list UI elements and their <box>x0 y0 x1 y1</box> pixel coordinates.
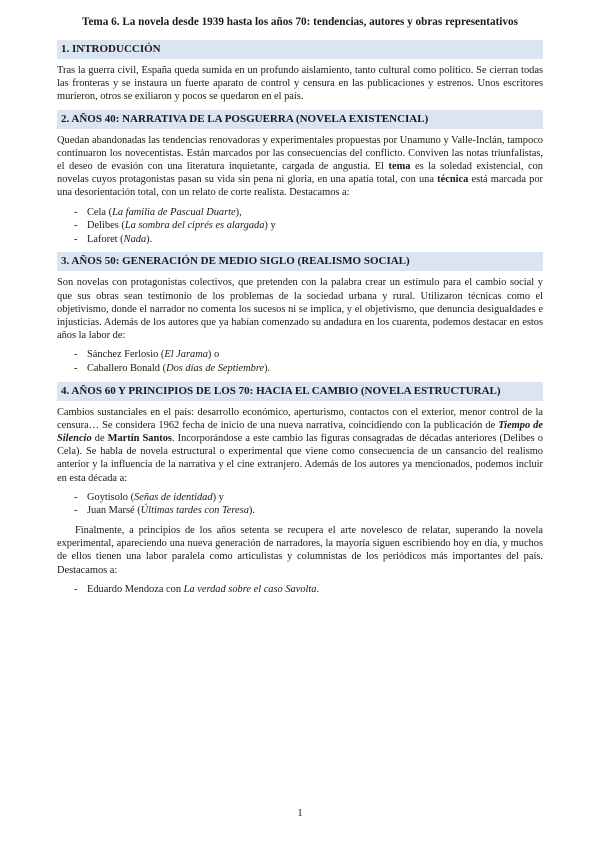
work-title: La verdad sobre el caso Savolta <box>183 583 317 595</box>
author-name: Juan Marsé ( <box>87 505 141 517</box>
anos60-text-c: . Incorporándose a este cambio las figuras consagradas de décadas anteriores (Delibes o Cela). Se habla de novela estructural o experimental que viene como consecuencia de un cansancio del realismo anterior y la influencia de la narrativa y el cine extranjero. Además de los autores ya mencionados, podemos incluir en esta década a: <box>57 433 543 484</box>
list-item <box>57 362 543 376</box>
section-heading-introduccion: 1. INTRODUCCIÓN <box>57 40 543 59</box>
work-title: Señas de identidad <box>134 491 213 503</box>
item-suffix: ). <box>146 233 153 245</box>
item-suffix: ). <box>264 363 271 375</box>
item-suffix: ), <box>235 206 242 218</box>
anos60-text-b: de <box>91 433 108 445</box>
author-name: Eduardo Mendoza con <box>87 583 184 595</box>
item-suffix: ) o <box>207 349 220 361</box>
anos60-work-tiempo: Tiempo de Silencio <box>57 419 543 445</box>
document-title: Tema 6. La novela desde 1939 hasta los años 70: tendencias, autores y obras representativos <box>82 16 518 28</box>
author-name: Laforet ( <box>87 233 124 245</box>
work-title: El Jarama <box>164 349 208 361</box>
anos60-author-santos: Martín Santos <box>107 433 172 445</box>
list-item <box>57 233 543 247</box>
intro-paragraph: Tras la guerra civil, España queda sumida en un profundo aislamiento, tanto cultural como político. Se cierran todas las fronteras y se instaura un fuerte aparato de control y censura en las publicaciones y estrenos. Unos escritores murieron, otros se exiliaron y pocos se quedaron en el país. <box>57 65 543 103</box>
section-heading-anos-50: 3. AÑOS 50: GENERACIÓN DE MEDIO SIGLO (REALISMO SOCIAL) <box>57 252 543 271</box>
page-number: 1 <box>297 808 303 819</box>
item-suffix: . <box>316 583 320 595</box>
work-title: Dos días de Septiembre <box>166 363 265 375</box>
author-name: Cela ( <box>87 206 113 218</box>
author-name: Sánchez Ferlosio ( <box>87 349 165 361</box>
list-item <box>57 504 543 518</box>
anos60-author-list <box>57 491 543 518</box>
section-heading-anos-40: 2. AÑOS 40: NARRATIVA DE LA POSGUERRA (NOVELA EXISTENCIAL) <box>57 110 543 129</box>
anos70-paragraph: Finalmente, a principios de los años setenta se recupera el arte novelesco de relatar, superando la novela experimental, apareciendo una nueva generación de narradores, la mayoría siguen escribiendo hoy en día, y muchos de ellos tienen una labor paralela como articulistas y columnistas de los periódicos más importantes del país. Destacamos a: <box>57 525 543 576</box>
work-title: La familia de Pascual Duarte <box>112 206 236 218</box>
anos40-text-b: es la soledad existencial, con novelas cuyos protagonistas pasan su vida sin pena ni gloria, en una apatía total, con una <box>57 161 543 186</box>
anos50-paragraph: Son novelas con protagonistas colectivos, que pretenden con la palabra crear un estímulo para el cambio social y que sus obras sean testimonio de los problemas de la sociedad urbana y rural. Utilizaron técnicas como el objetivismo, donde el narrador no comenta los sucesos ni se implica, y el objetivismo, que denuncia desigualdades e injusticias. Además de los autores que ya habían comenzado su andadura en los cuarenta, podemos destacar en estos años la labor de: <box>57 277 543 342</box>
author-name: Goytisolo ( <box>87 491 135 503</box>
anos60-paragraph <box>57 406 543 485</box>
list-item <box>57 348 543 362</box>
author-name: Delibes ( <box>87 220 125 232</box>
anos40-author-list <box>57 206 543 247</box>
list-item <box>57 219 543 233</box>
anos50-author-list <box>57 348 543 375</box>
work-title: La sombra del ciprés es alargada <box>124 220 265 232</box>
list-item <box>57 206 543 220</box>
item-suffix: ) y <box>212 491 224 503</box>
anos40-bold-tecnica: técnica <box>437 174 469 186</box>
list-item <box>57 583 543 597</box>
anos40-text-c: está marcada por una desorientación total, con un relato de corte realista. Destacamos a: <box>57 174 543 199</box>
section-heading-anos-60: 4. AÑOS 60 Y PRINCIPIOS DE LOS 70: HACIA EL CAMBIO (NOVELA ESTRUCTURAL) <box>57 382 543 401</box>
anos70-author-list <box>57 583 543 597</box>
anos40-bold-tema: tema <box>388 161 411 173</box>
anos40-paragraph <box>57 134 543 200</box>
item-suffix: ). <box>248 505 255 517</box>
author-name: Caballero Bonald ( <box>87 363 167 375</box>
item-suffix: ) y <box>264 220 276 232</box>
anos40-text-a: Quedan abandonadas las tendencias renovadoras y experimentales propuestas por Unamuno y Valle-Inclán, tampoco continuaron los novecentistas. Están marcados por las consecuencias del conflicto. Conviven las notas triunfalistas, el deseo de evasión con una literatura inquietante, cargada de angustia. El <box>57 134 543 173</box>
list-item <box>57 491 543 505</box>
work-title: Últimas tardes con Teresa <box>140 505 249 517</box>
anos60-text-a: Cambios sustanciales en el país: desarrollo económico, aperturismo, contactos con el exterior, menor control de la censura… Se considera 1962 fecha de inicio de una nueva narrativa, coincidiendo con la publicación de <box>57 406 543 431</box>
work-title: Nada <box>123 233 147 245</box>
